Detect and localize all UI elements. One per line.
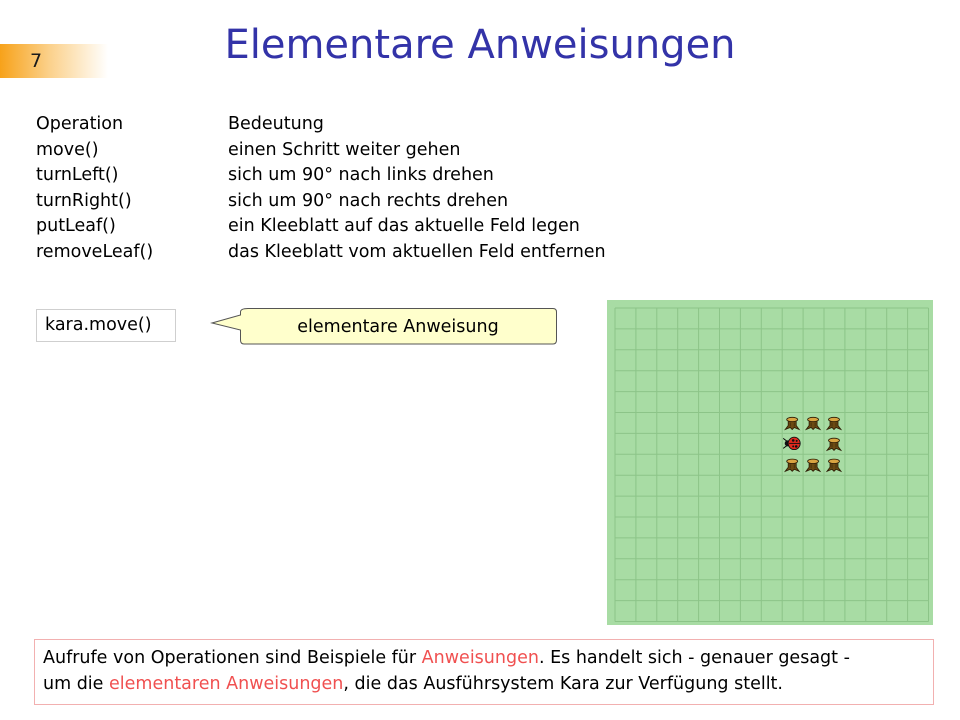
operations-table-header (36, 112, 606, 138)
note-text: Aufrufe von Operationen sind Beispiele für (43, 648, 422, 668)
operation-row (36, 240, 606, 266)
note-highlight: Anweisungen (421, 648, 539, 668)
operations-table (36, 112, 606, 265)
callout-text: elementare Anweisung (297, 317, 499, 337)
tree-stump-icon (827, 417, 841, 429)
operation-name: turnRight() (36, 190, 132, 211)
ladybug-icon (783, 437, 800, 449)
operation-row (36, 214, 606, 240)
operation-row (36, 189, 606, 215)
note-text: . Es handelt sich - genauer gesagt - (538, 648, 850, 668)
operation-header: Operation (36, 114, 124, 134)
kara-world-grid (607, 300, 933, 625)
operation-name: removeLeaf() (36, 241, 154, 262)
tree-stump-icon (785, 459, 799, 471)
note-highlight: elementaren Anweisungen (109, 674, 344, 694)
note-text: um die (43, 674, 110, 694)
operation-meaning: sich um 90° nach rechts drehen (228, 190, 509, 211)
tree-stump-icon (785, 417, 799, 429)
operation-name: putLeaf() (36, 216, 116, 236)
tree-stump-icon (806, 417, 820, 429)
operation-row (36, 163, 606, 189)
operation-meaning: einen Schritt weiter gehen (228, 139, 461, 160)
slide-number: 7 (30, 50, 43, 72)
note-text: , die das Ausführsystem Kara zur Verfügung stellt. (343, 674, 783, 694)
operation-meaning: ein Kleeblatt auf das aktuelle Feld legen (228, 216, 580, 236)
operation-meaning: das Kleeblatt vom aktuellen Feld entfernen (228, 241, 606, 262)
tree-stump-icon (827, 438, 841, 450)
tree-stump-icon (806, 459, 820, 471)
note-line-1 (43, 645, 923, 671)
meaning-header: Bedeutung (228, 114, 324, 134)
operation-meaning: sich um 90° nach links drehen (228, 165, 494, 185)
operation-name: turnLeft() (36, 165, 119, 185)
note-line-2 (43, 671, 923, 697)
slide-title: Elementare Anweisungen (224, 22, 736, 68)
operation-name: move() (36, 139, 99, 160)
tree-stump-icon (827, 459, 841, 471)
explanation-note (34, 639, 934, 705)
operation-row (36, 138, 606, 164)
code-example: kara.move() (36, 309, 176, 342)
